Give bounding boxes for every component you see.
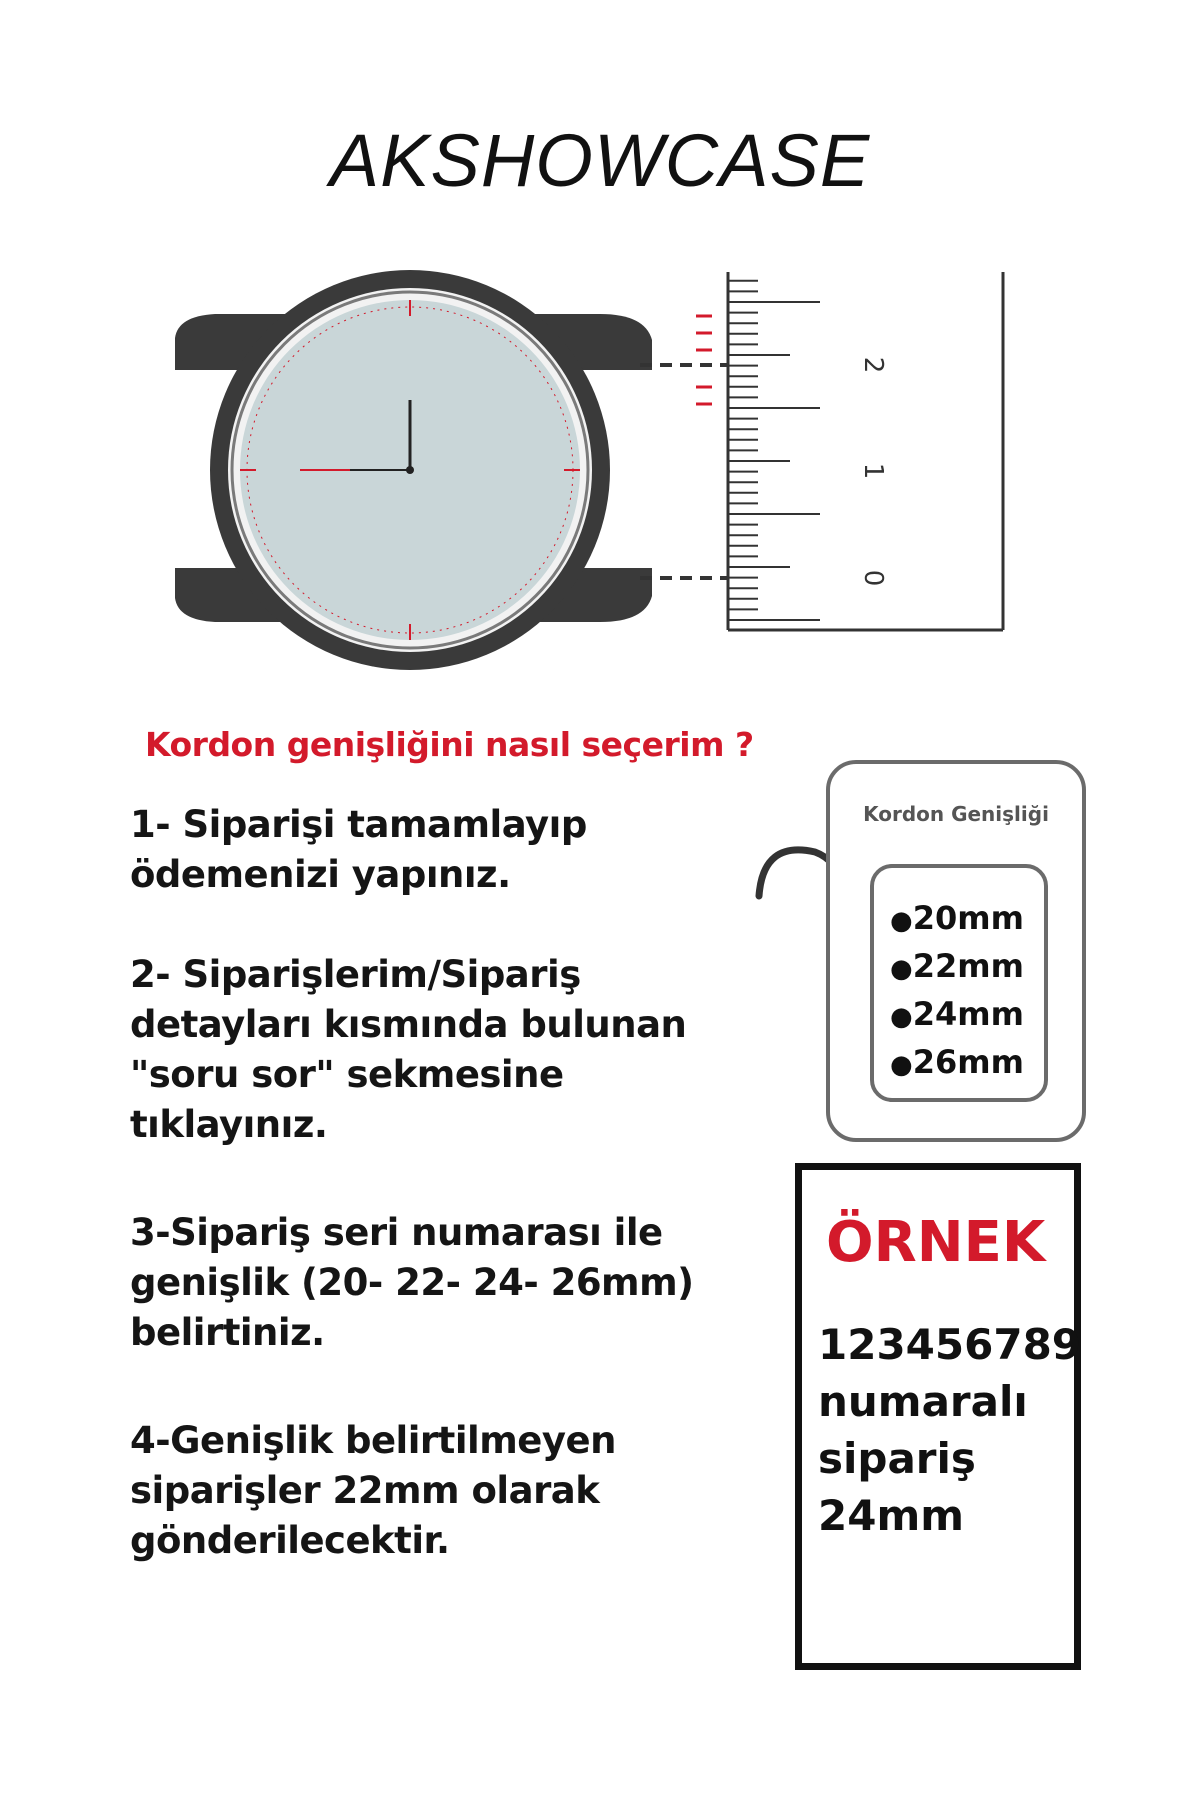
step-4: 4-Genişlik belirtilmeyen siparişler 22mm olarak gönderilecektir. <box>130 1419 616 1562</box>
step-1: 1- Siparişi tamamlayıp ödemenizi yapınız. <box>130 803 587 896</box>
question-heading: Kordon genişliğini nasıl seçerim ? <box>145 725 754 764</box>
band-width-options <box>870 864 1048 1102</box>
watch-measurement-diagram <box>0 250 1200 670</box>
option-24mm[interactable]: ●24mm <box>890 995 1024 1033</box>
measure-guides <box>640 365 728 578</box>
example-body: 123456789 numaralı sipariş 24mm <box>818 1320 1082 1540</box>
instruction-steps <box>130 800 770 1566</box>
step-2: 2- Siparişlerim/Sipariş detayları kısmında bulunan "soru sor" sekmesine tıklayınız. <box>130 953 687 1146</box>
example-title: ÖRNEK <box>826 1210 1046 1275</box>
band-width-selector <box>826 760 1086 1142</box>
step-3: 3-Sipariş seri numarası ile genişlik (20- 22- 24- 26mm) belirtiniz. <box>130 1211 694 1354</box>
ruler-label-0: 0 <box>858 569 888 587</box>
option-20mm[interactable]: ●20mm <box>890 899 1024 937</box>
ruler-label-1: 1 <box>858 462 888 480</box>
brand-title: AKSHOWCASE <box>329 119 871 202</box>
option-26mm[interactable]: ●26mm <box>890 1043 1024 1081</box>
selector-title: Kordon Genişliği <box>863 802 1049 826</box>
width-marks <box>696 316 712 404</box>
ruler-label-2: 2 <box>858 356 888 374</box>
option-22mm[interactable]: ●22mm <box>890 947 1024 985</box>
example-box <box>795 1163 1081 1670</box>
